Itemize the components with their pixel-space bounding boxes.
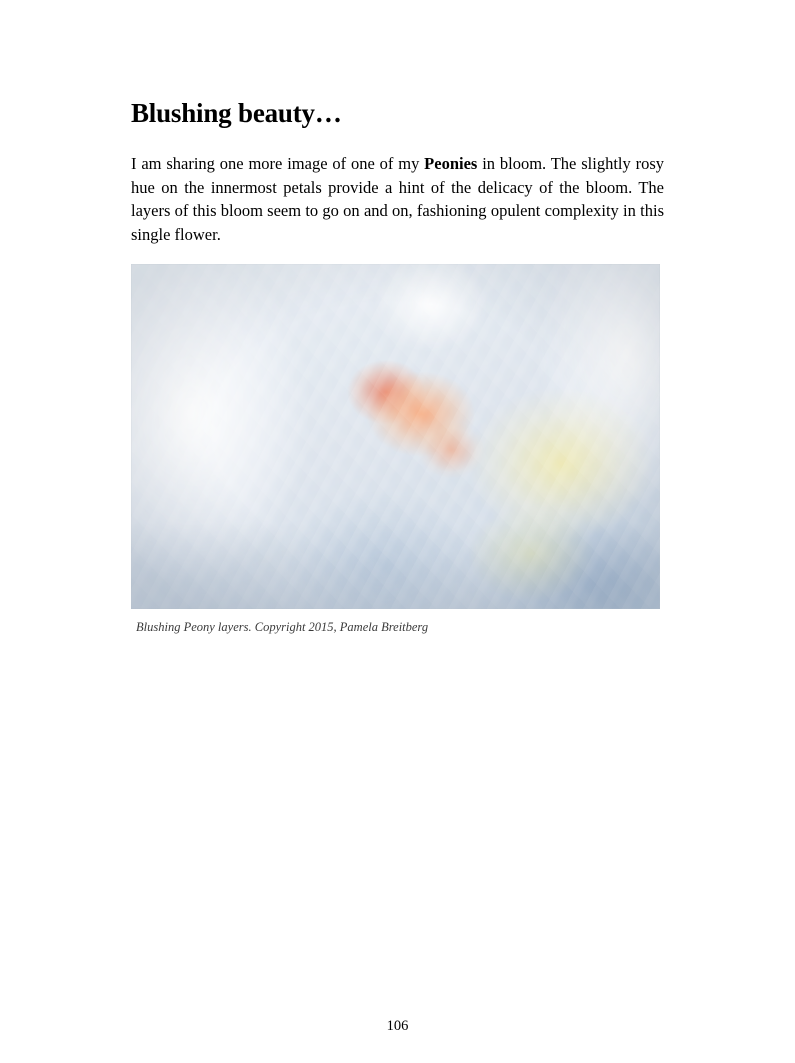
photo-vignette — [131, 264, 660, 609]
peony-figure — [131, 264, 660, 635]
page-title: Blushing beauty… — [131, 98, 342, 128]
page-number: 106 — [386, 1018, 409, 1034]
paragraph-bold-term: Peonies — [424, 154, 478, 173]
body-paragraph — [131, 152, 664, 246]
paragraph-text-after: in bloom. The slightly rosy hue on the innermost petals provide a hint of the delicacy of the bloom. The layers of this bloom seem to go on and on, fashioning opulent complexity in this single flower. — [131, 154, 664, 244]
peony-photo — [131, 264, 660, 609]
paragraph-text-before: I am sharing one more image of one of my — [131, 154, 425, 173]
page-content — [131, 96, 664, 635]
figure-caption: Blushing Peony layers. Copyright 2015, Pamela Breitberg — [136, 620, 429, 634]
